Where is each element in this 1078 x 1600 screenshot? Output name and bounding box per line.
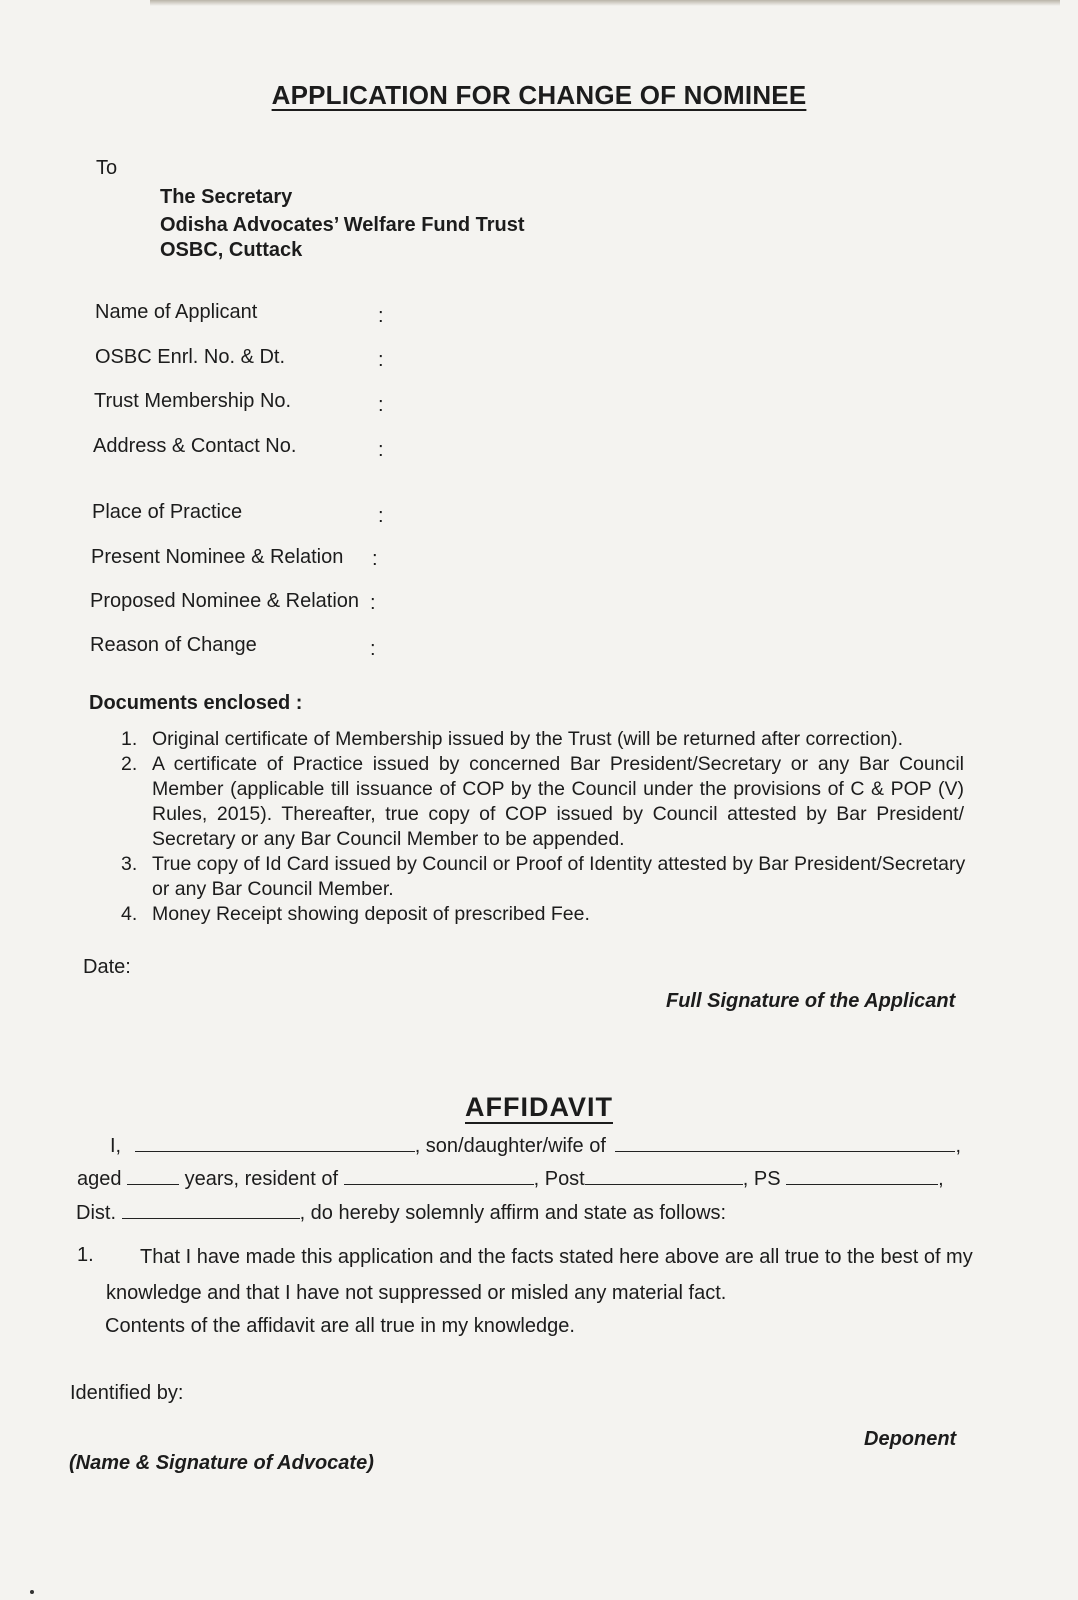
district-blank[interactable] [122,1200,300,1219]
deponent-label: Deponent [864,1428,957,1450]
list-item-number: 2. [121,753,138,775]
list-item-number: 4. [121,903,138,925]
advocate-signature-label: (Name & Signature of Advocate) [69,1452,374,1474]
list-item-number: 1. [121,728,138,750]
affidavit-point-line-1: That I have made this application and the facts stated here above are all true to the best of my [140,1246,973,1268]
list-item [116,752,986,852]
list-item [116,902,986,927]
field-label-enrollment: OSBC Enrl. No. & Dt. [95,346,286,368]
years-resident-label: years, resident of [184,1168,339,1190]
dist-label: Dist. [76,1202,116,1224]
addressee-line-3: OSBC, Cuttack [160,239,303,261]
affidavit-line-1 [110,1133,961,1158]
field-colon: : [378,505,384,527]
form-title: APPLICATION FOR CHANGE OF NOMINEE [271,80,807,110]
field-label-present-nominee: Present Nominee & Relation [91,546,344,568]
date-label: Date: [83,956,131,978]
field-label-address-contact: Address & Contact No. [93,435,297,457]
line-end-comma: , [938,1168,944,1190]
resident-of-blank[interactable] [344,1166,534,1185]
list-item-number: 3. [121,853,138,875]
deponent-name-blank[interactable] [135,1133,415,1152]
list-item-text: Money Receipt showing deposit of prescribed Fee. [152,903,590,925]
field-label-trust-membership: Trust Membership No. [94,390,292,412]
post-blank[interactable] [585,1166,743,1185]
to-label: To [96,157,118,179]
affidavit-point-line-2: knowledge and that I have not suppressed or misled any material fact. [106,1282,727,1304]
son-of-label: , son/daughter/wife of [414,1135,606,1157]
list-item-text: True copy of Id Card issued by Council or Proof of Identity attested by Bar President/Secretary or any Bar Council Member. [152,853,966,900]
field-colon: : [378,349,384,371]
field-label-reason-of-change: Reason of Change [90,634,257,656]
affidavit-line-2 [77,1166,944,1191]
ps-label: , PS [742,1168,781,1190]
affirm-text: , do hereby solemnly affirm and state as follows: [299,1202,727,1224]
affidavit-line-3 [76,1200,726,1225]
field-label-proposed-nominee: Proposed Nominee & Relation [90,590,360,612]
post-label: , Post [533,1168,585,1190]
field-colon: : [370,592,376,614]
affidavit-point-number: 1. [77,1244,94,1266]
addressee-line-2: Odisha Advocates’ Welfare Fund Trust [160,214,525,236]
documents-list [116,727,986,927]
affidavit-i-label: I, [110,1135,122,1157]
affidavit-title: AFFIDAVIT [465,1092,613,1122]
field-colon: : [378,394,384,416]
list-item [116,852,986,902]
field-label-place-of-practice: Place of Practice [92,501,243,523]
age-blank[interactable] [127,1166,179,1185]
scan-speck [30,1590,34,1594]
affidavit-point-line-3: Contents of the affidavit are all true in my knowledge. [105,1315,575,1337]
field-colon: : [378,439,384,461]
list-item [116,727,986,752]
page-top-edge [150,0,1060,6]
list-item-text: Original certificate of Membership issued by the Trust (will be returned after correction). [152,728,904,750]
aged-label: aged [77,1168,122,1190]
list-item-text: A certificate of Practice issued by concerned Bar President/Secretary or any Bar Council Member (applicable till issuance of COP by the Council under the provisions of C & POP (V) Rules, 2015). Thereafter, true copy of COP issued by Council attested by Bar President/ Secretary or any Bar Council Member to be appended. [152,753,964,850]
documents-heading: Documents enclosed : [89,692,303,714]
field-colon: : [378,305,384,327]
line-end-comma: , [955,1135,962,1157]
identified-by-label: Identified by: [70,1382,184,1404]
field-colon: : [370,638,376,660]
addressee-line-1: The Secretary [160,186,293,208]
field-label-name-of-applicant: Name of Applicant [95,301,258,323]
parent-name-blank[interactable] [615,1133,955,1152]
applicant-signature-label: Full Signature of the Applicant [666,990,956,1012]
ps-blank[interactable] [786,1166,938,1185]
field-colon: : [372,548,378,570]
